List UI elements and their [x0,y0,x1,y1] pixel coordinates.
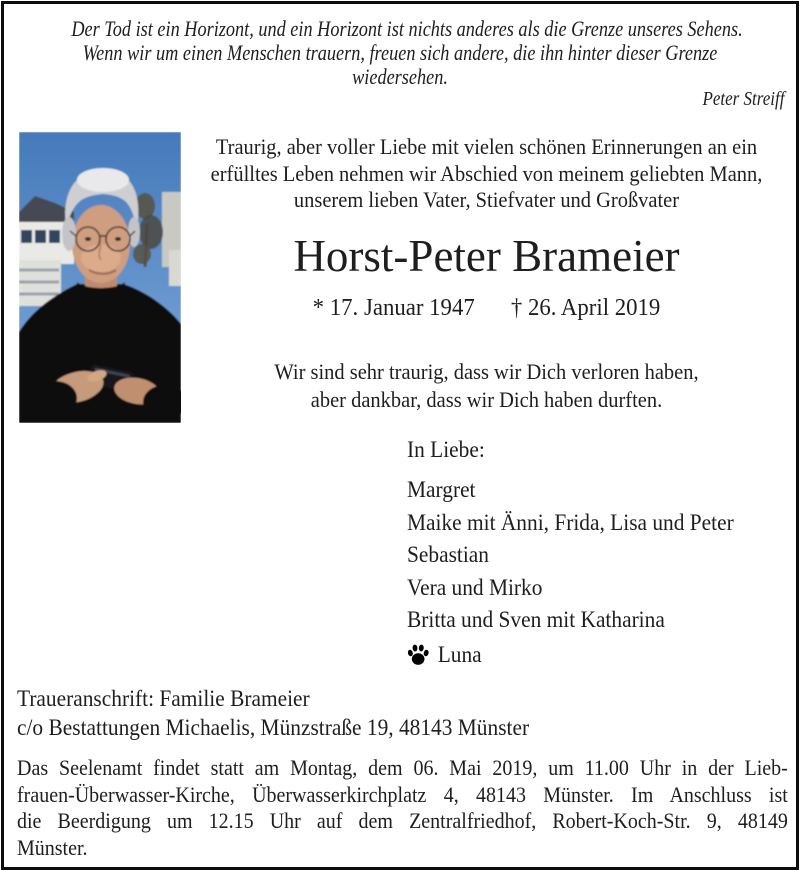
service-line: Das Seelenamt findet statt am Montag, dem 06. Mai 2019, um 11.00 Uhr in der Lieb- [17,755,788,780]
mourner-name: Sebastian [407,542,489,567]
condolence-text [207,358,766,414]
epigraph-line: Der Tod ist ein Horizont, und ein Horizont ist nichts anderes als die Grenze unseres Sehens. [71,16,743,41]
service-info [17,755,788,861]
service-line: die Beerdigung um 12.15 Uhr auf dem Zentralfriedhof, Robert-Koch-Str. 9, 48149 [17,808,788,833]
intro-text [207,134,766,214]
mourner-name: Britta und Sven mit Katharina [407,607,665,632]
life-dates [201,294,772,322]
epigraph-line: Wenn wir um einen Menschen trauern, freuen sich andere, die ihn hinter dieser Grenze [82,40,718,65]
mourners-heading: In Liebe: [407,437,485,462]
intro-line: Traurig, aber voller Liebe mit vielen schönen Erinnerungen an ein [215,134,758,159]
mourning-address [17,684,529,742]
epigraph [71,16,743,89]
mourners-block [407,437,734,670]
mourners-names [407,474,734,637]
service-line: frauen-Überwasser-Kirche, Überwasserkirchplatz 4, 48143 Münster. Im Anschluss ist [17,781,788,807]
pet-line [407,640,734,670]
intro-line: erfülltes Leben nehmen wir Abschied von meinem geliebten Mann, [210,160,763,186]
epigraph-attribution: Peter Streiff [702,88,784,110]
condolence-line: Wir sind sehr traurig, dass wir Dich verloren haben, [274,359,699,384]
birth-date: * 17. Januar 1947 [312,295,475,321]
mourner-name: Margret [407,477,476,502]
portrait-photo [19,132,181,423]
epigraph-line: wiedersehen. [352,64,448,89]
mourner-name: Maike mit Änni, Frida, Lisa und Peter [407,509,734,535]
service-line: Münster. [17,834,88,860]
death-date: † 26. April 2019 [510,295,661,321]
deceased-name: Horst-Peter Brameier [293,231,680,281]
address-line: Traueranschrift: Familie Brameier [17,686,310,711]
obituary-notice [1,1,799,870]
pet-name: Luna [437,641,482,667]
address-line: c/o Bestattungen Michaelis, Münzstraße 19, 48143 Münster [17,715,530,740]
mourner-name: Vera und Mirko [407,574,543,600]
condolence-line: aber dankbar, dass wir Dich haben durften. [310,387,663,412]
paw-icon [407,644,429,666]
intro-line: unserem lieben Vater, Stiefvater und Großvater [293,187,680,212]
